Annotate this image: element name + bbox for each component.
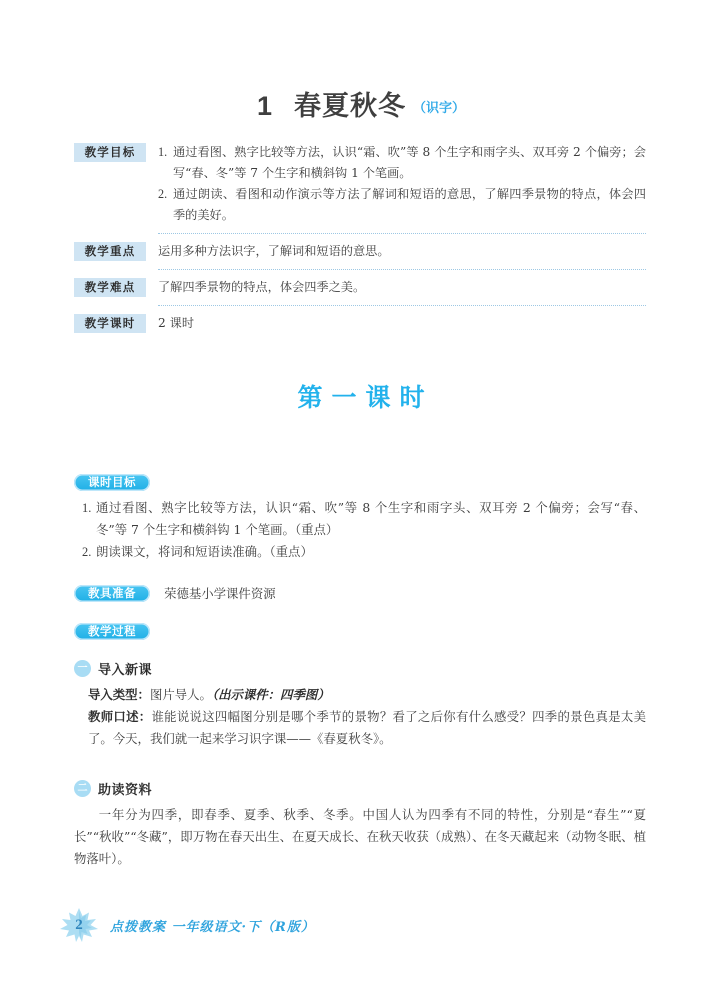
- objective-number: 1.: [82, 501, 92, 515]
- info-body-periods: 2 课时: [158, 316, 195, 330]
- title-subtitle: （识字）: [413, 100, 466, 115]
- row-divider: [158, 269, 646, 270]
- info-body-key-points: 运用多种方法识字，了解词和短语的意思。: [158, 244, 390, 258]
- process-badge: 教学过程: [74, 623, 150, 640]
- info-row-periods: [74, 313, 646, 334]
- lesson-period-heading: 第一课时: [297, 384, 434, 412]
- materials-block: [74, 583, 646, 602]
- section-heading: [74, 659, 646, 678]
- section-title: 助读资料: [98, 783, 153, 798]
- section-heading: [74, 779, 646, 798]
- list-item: [158, 184, 646, 226]
- section-import-new-lesson: [74, 659, 646, 750]
- section-paragraph: 一年分为四季，即春季、夏季、秋季、冬季。中国人认为四季有不同的特性，分别是“春生”“夏长”“秋收”“冬藏”，即万物在春天出生、在夏天成长、在秋天收获（成熟）、在冬天藏起来（动物冬眠、植物落叶）。: [74, 807, 646, 866]
- page-title: [0, 84, 722, 123]
- row-divider: [158, 233, 646, 234]
- page-footer: [58, 905, 315, 945]
- materials-text: 荣德基小学课件资源: [164, 586, 276, 601]
- list-item-text: 通过看图、熟字比较等方法，认识“霜、吹”等 8 个生字和雨字头、双耳旁 2 个偏旁；会写“春、冬”等 7 个生字和横斜钩 1 个笔画。: [173, 145, 646, 180]
- objectives-badge: 课时目标: [74, 474, 150, 491]
- section-number-badge: 一: [74, 660, 91, 677]
- info-label-difficulties: 教学难点: [74, 278, 146, 297]
- section-number-badge: 二: [74, 780, 91, 797]
- process-block: [74, 621, 646, 640]
- title-number: 1: [256, 91, 272, 121]
- footer-book-info: 点拨教案 一年级语文·下（R版）: [110, 919, 315, 935]
- objective-text: 朗读课文，将词和短语读准确。（重点）: [96, 544, 313, 559]
- info-label-key-points: 教学重点: [74, 242, 146, 261]
- line-lead: 教师口述：: [88, 709, 152, 724]
- line-courseware-note: （出示课件：四季图）: [211, 687, 330, 702]
- section-line: [74, 706, 646, 750]
- line-text: 图片导人。: [149, 687, 212, 702]
- section-line: [74, 684, 646, 706]
- objective-number: 2.: [82, 545, 92, 559]
- list-item-text: 通过朗读、看图和动作演示等方法了解词和短语的意思，了解四季景物的特点，体会四季的美好。: [173, 187, 646, 222]
- page-number: 2: [75, 917, 83, 933]
- section-reading-aid-material: [74, 779, 646, 870]
- section-title: 导入新课: [98, 663, 153, 678]
- objective-text: 通过看图、熟字比较等方法，认识“霜、吹”等 8 个生字和雨字头、双耳旁 2 个偏旁；会写“春、冬”等 7 个生字和横斜钩 1 个笔画。（重点）: [96, 500, 646, 537]
- objective-item: [74, 541, 646, 563]
- objectives-badge-row: [74, 472, 646, 491]
- info-body-objectives: [146, 142, 646, 226]
- info-row-key-points: [74, 241, 646, 262]
- info-label-objectives: 教学目标: [74, 143, 146, 162]
- info-row-difficulties: [74, 277, 646, 298]
- lesson-info-table: [74, 142, 646, 334]
- list-item-number: 2.: [158, 187, 168, 201]
- list-item: [158, 142, 646, 184]
- info-label-periods: 教学课时: [74, 314, 146, 333]
- maple-leaf-icon: [58, 906, 100, 944]
- list-item-number: 1.: [158, 145, 168, 159]
- objective-item: [74, 497, 646, 541]
- row-divider: [158, 305, 646, 306]
- title-main-text: 春夏秋冬: [294, 91, 406, 121]
- objectives-block: [74, 472, 646, 563]
- line-lead: 导入类型：: [88, 687, 150, 702]
- info-body-difficulties: 了解四季景物的特点，体会四季之美。: [158, 280, 366, 294]
- info-row-objectives: [74, 142, 646, 226]
- materials-badge: 教具准备: [74, 585, 150, 602]
- line-text: 谁能说说这四幅图分别是哪个季节的景物？看了之后你有什么感受？四季的景色真是太美了。今天，我们就一起来学习识字课——《春夏秋冬》。: [88, 709, 647, 746]
